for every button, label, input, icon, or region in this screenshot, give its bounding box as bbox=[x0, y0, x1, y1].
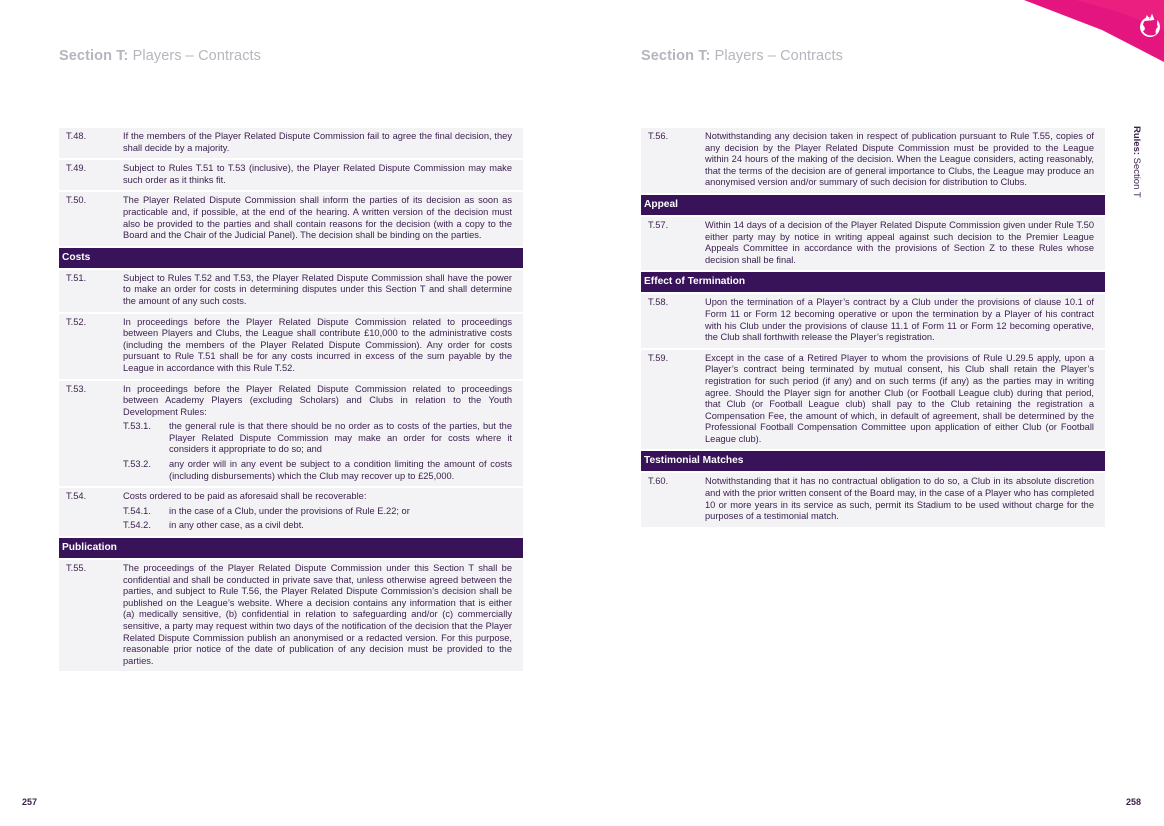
rule-text: The Player Related Dispute Commission shall inform the parties of its decision as soon as practicable and, if possible, at the end of the hearing. A written version of the decision must also be provided to the parties and shall contain reasons for the decision (with a copy to the Board and the Chair of the Judicial Panel). The decision shall be binding on the parties. bbox=[123, 195, 512, 241]
rule-text: Notwithstanding that it has no contractual obligation to do so, a Club in its absolute discretion and with the prior written consent of the Board may, in the case of a Player who has completed 10 or more years in its service as such, permit its Stadium to be used without charge for the purposes of a testimonial match. bbox=[705, 476, 1094, 522]
rule-number: T.48. bbox=[66, 131, 87, 141]
sub-rule-t54-1 bbox=[123, 506, 512, 518]
sub-rule-t53-2 bbox=[123, 459, 512, 482]
rule-number: T.52. bbox=[66, 316, 87, 327]
page-number-left: 257 bbox=[22, 797, 38, 807]
page-number-right: 258 bbox=[1126, 797, 1142, 807]
rule-text: In proceedings before the Player Related Dispute Commission related to proceedings between Academy Players (excluding Scholars) and Clubs in relation to the Youth Development Rules: bbox=[123, 383, 512, 417]
rule-text: Subject to Rules T.51 to T.53 (inclusive), the Player Related Dispute Commission may make such order as it thinks fit. bbox=[123, 163, 512, 185]
rule-text: Upon the termination of a Player’s contract by a Club under the provisions of clause 10.1 of Form 11 or Form 12 becoming operative or upon the termination by a Player of his contract with his Club under the provisions of clause 11.1 of Form 11 or Form 12 becoming operative, the Club shall forthwith release the Player’s registration. bbox=[705, 297, 1094, 343]
rule-row-t49 bbox=[59, 160, 523, 190]
rule-row-t56 bbox=[641, 128, 1105, 193]
rule-text: Within 14 days of a decision of the Player Related Dispute Commission given under Rule T.50 either party may by notice in writing appeal against such decision to the Premier League Appeals Committee in accordance with the provisions of Section Z to these Rules whose decision shall be final. bbox=[705, 219, 1094, 265]
rule-text: Subject to Rules T.52 and T.53, the Player Related Dispute Commission shall have the power to make an order for costs in determining disputes under this Section T and shall determine the amount of any such costs. bbox=[123, 272, 512, 306]
rule-number: T.55. bbox=[66, 563, 87, 574]
rule-row-t57 bbox=[641, 217, 1105, 270]
sub-rule-text: any order will in any event be subject to a condition limiting the amount of costs (including disbursements) which the Club may recover up to £25,000. bbox=[169, 459, 512, 481]
right-column bbox=[641, 128, 1105, 527]
sub-rule-t53-1 bbox=[123, 421, 512, 456]
rule-text: Costs ordered to be paid as aforesaid shall be recoverable: bbox=[123, 491, 367, 502]
rule-text: The proceedings of the Player Related Dispute Commission under this Section T shall be confidential and shall be conducted in private save that, unless otherwise agreed between the parties, and subject to Rule T.56, the Player Related Dispute Commission’s decision shall be published on the League’s website. Where a decision contains any information that is either (a) medically sensitive, (b) confidential in relation to safeguarding and/or (c) commercially sensitive, a party may request within two days of the notification of the decision that the Player Related Dispute Commission publish an anonymised or a redacted version. For this purpose, reasonable prior notice of the date of publication of any decision must be provided to the parties. bbox=[123, 563, 512, 666]
rule-number: T.57. bbox=[648, 219, 669, 230]
section-heading-costs: Costs bbox=[59, 248, 523, 268]
rule-row-t52 bbox=[59, 314, 523, 379]
page-header-right bbox=[641, 48, 843, 64]
corner-banner bbox=[1014, 0, 1164, 70]
rule-row-t53 bbox=[59, 381, 523, 487]
rule-number: T.56. bbox=[648, 131, 669, 141]
sub-rule-t54-2 bbox=[123, 520, 512, 532]
sub-rule-number: T.53.2. bbox=[123, 459, 151, 470]
rule-row-t55 bbox=[59, 560, 523, 671]
side-tab-label: Rules: bbox=[1131, 126, 1142, 156]
rule-text: If the members of the Player Related Dispute Commission fail to agree the final decision, they shall decide by a majority. bbox=[123, 131, 512, 153]
section-heading-appeal: Appeal bbox=[641, 195, 1105, 215]
header-section-label: Section T: bbox=[641, 48, 711, 64]
rule-number: T.53. bbox=[66, 383, 87, 394]
sub-rule-text: in any other case, as a civil debt. bbox=[169, 520, 304, 531]
header-section-title: Players – Contracts bbox=[128, 48, 262, 64]
rule-number: T.59. bbox=[648, 352, 669, 363]
rule-number: T.49. bbox=[66, 163, 87, 174]
page-header-left bbox=[59, 48, 261, 64]
sub-rule-text: the general rule is that there should be no order as to costs of the parties, but the Player Related Dispute Commission may make an order for costs where it considers it appropriate to do so; and bbox=[169, 421, 512, 455]
sub-rule-text: in the case of a Club, under the provisions of Rule E.22; or bbox=[169, 505, 410, 516]
side-tab bbox=[1130, 126, 1142, 216]
section-heading-testimonial-matches: Testimonial Matches bbox=[641, 451, 1105, 471]
rule-text: Except in the case of a Retired Player to whom the provisions of Rule U.29.5 apply, upon a Player’s contract being terminated by mutual consent, his Club shall retain the Player’s registration for such period (if any) and on such terms (if any) as the parties may in writing agree. Should the Player sign for another Club (or Football League club) during that period, that Club (or Football League club) shall pay to the Club retaining the registration a Compensation Fee, the amount of which, in default of agreement, shall be determined by the Professional Football Compensation Committee upon application of either Club (or Football League club). bbox=[705, 352, 1094, 444]
side-tab-section: Section T bbox=[1131, 155, 1142, 198]
rule-row-t59 bbox=[641, 350, 1105, 450]
rule-number: T.58. bbox=[648, 297, 669, 308]
rule-number: T.51. bbox=[66, 272, 87, 283]
sub-rule-number: T.53.1. bbox=[123, 421, 151, 432]
rule-row-t58 bbox=[641, 294, 1105, 347]
header-section-title: Players – Contracts bbox=[710, 48, 844, 64]
sub-rule-number: T.54.2. bbox=[123, 520, 151, 531]
rule-row-t51 bbox=[59, 270, 523, 312]
rule-row-t48 bbox=[59, 128, 523, 158]
rule-row-t60 bbox=[641, 473, 1105, 526]
sub-rule-number: T.54.1. bbox=[123, 505, 151, 516]
rule-number: T.54. bbox=[66, 491, 87, 502]
rule-text: In proceedings before the Player Related Dispute Commission related to proceedings between Players and Clubs, the League shall contribute £10,000 to the administrative costs (including the members of the Player Related Dispute Commission). Any order for costs pursuant to Rule T.51 shall be for any costs incurred in excess of the sum payable by the League in accordance with this Rule T.52. bbox=[123, 316, 512, 373]
header-section-label: Section T: bbox=[59, 48, 129, 64]
rule-text: Notwithstanding any decision taken in respect of publication pursuant to Rule T.55, copies of any decision by the Player Related Dispute Commission must be provided to the League within 24 hours of the making of the decision. When the League considers, acting reasonably, that the terms of the decision are of general importance to Clubs, the League may produce an anonymised version and/or summary of such decision for distribution to Clubs. bbox=[705, 131, 1094, 188]
rule-row-t50 bbox=[59, 192, 523, 245]
rule-body bbox=[123, 384, 512, 483]
section-heading-publication: Publication bbox=[59, 538, 523, 558]
rule-row-t54 bbox=[59, 488, 523, 536]
rule-body bbox=[123, 491, 512, 532]
left-column bbox=[59, 128, 523, 671]
section-heading-effect-of-termination: Effect of Termination bbox=[641, 272, 1105, 292]
rule-number: T.50. bbox=[66, 195, 87, 206]
rule-number: T.60. bbox=[648, 476, 669, 487]
